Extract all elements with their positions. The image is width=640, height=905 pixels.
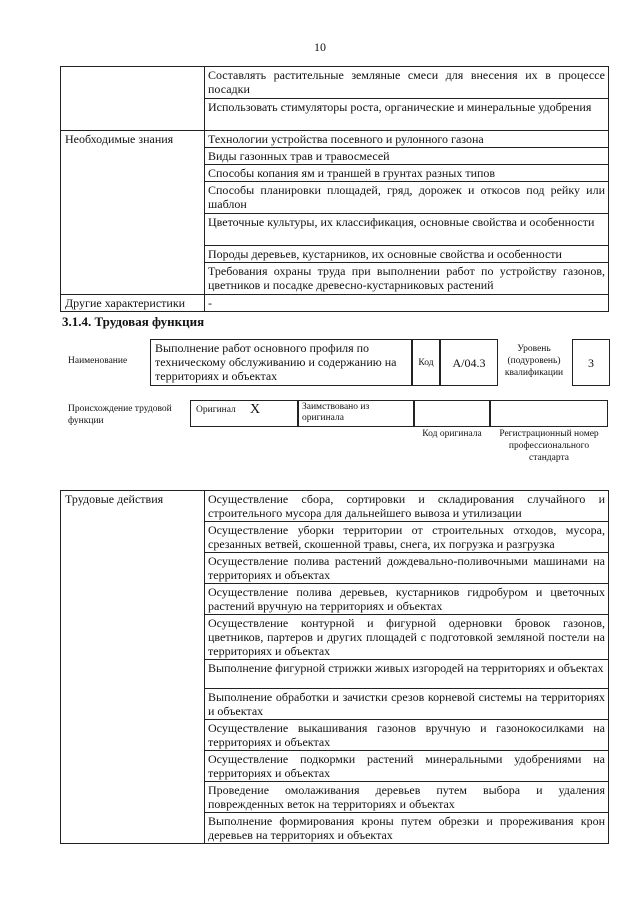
origin-label: Происхождение трудовой функции <box>68 404 172 426</box>
reg-number-cell <box>490 400 608 427</box>
action-item: Осуществление контурной и фигурной одерновки бровок газонов, цветников, партеров и других площадей с подготовкой земляной постели на территориях и объектах <box>205 615 609 660</box>
original-mark: X <box>250 402 261 417</box>
row-label <box>61 67 205 131</box>
row-text: - <box>205 295 609 312</box>
row-label-other: Другие характеристики <box>61 295 205 312</box>
table-row <box>61 491 609 522</box>
action-item: Осуществление подкормки растений минеральными удобрениями на территориях и объектах <box>205 751 609 782</box>
action-item: Выполнение формирования кроны путем обрезки и прореживания крон деревьев на территориях и объектах <box>205 813 609 844</box>
reg-number-caption: Регистрационный номер профессионального стандарта <box>499 429 599 463</box>
name-value: Выполнение работ основного профиля по техническому обслуживанию и содержанию на территориях и объектах <box>150 339 412 386</box>
code-original-caption: Код оригинала <box>422 429 482 439</box>
row-text: Составлять растительные земляные смеси для внесения их в процессе посадки <box>205 67 609 99</box>
level-label: Уровень (подуровень) квалификации <box>504 344 564 378</box>
row-text: Способы копания ям и траншей в грунтах разных типов <box>205 165 609 182</box>
action-item: Осуществление полива растений дождевально-поливочными машинами на территориях и объектах <box>205 553 609 584</box>
actions-label: Трудовые действия <box>61 491 205 844</box>
row-text: Породы деревьев, кустарников, их основные свойства и особенности <box>205 246 609 263</box>
row-text: Виды газонных трав и травосмесей <box>205 148 609 165</box>
table-row <box>61 295 609 312</box>
action-item: Осуществление выкашивания газонов вручную и газонокосилками на территориях и объектах <box>205 720 609 751</box>
level-value: 3 <box>572 339 610 386</box>
row-text: Требования охраны труда при выполнении работ по устройству газонов, цветников и посадке древесно-кустарниковых растений <box>205 263 609 295</box>
row-label-knowledge: Необходимые знания <box>61 131 205 295</box>
row-text: Способы планировки площадей, гряд, дорожек и откосов под рейку или шаблон <box>205 182 609 214</box>
action-item: Выполнение обработки и зачистки срезов корневой системы на территориях и объектах <box>205 689 609 720</box>
original-label: Оригинал <box>196 405 236 415</box>
page-number: 10 <box>314 40 326 54</box>
section-heading: 3.1.4. Трудовая функция <box>62 314 205 329</box>
name-label: Наименование <box>68 356 128 366</box>
action-item: Выполнение фигурной стрижки живых изгородей на территориях и объектах <box>205 660 609 689</box>
action-item: Осуществление полива деревьев, кустарников гидробуром и цветочных растений вручную на территориях и объектах <box>205 584 609 615</box>
row-text: Технологии устройства посевного и рулонного газона <box>205 131 609 148</box>
row-text: Цветочные культуры, их классификация, основные свойства и особенности <box>205 214 609 246</box>
action-item: Осуществление сбора, сортировки и складирования случайного и строительного мусора для дальнейшего вывоза и утилизации <box>205 491 609 522</box>
table-row <box>61 131 609 148</box>
table-row <box>61 67 609 99</box>
actions-table <box>60 490 609 844</box>
borrowed-label: Заимствовано из оригинала <box>302 402 370 423</box>
code-label: Код <box>412 339 440 386</box>
code-value: A/04.3 <box>440 339 498 386</box>
knowledge-table <box>60 66 609 312</box>
action-item: Осуществление уборки территории от строительных отходов, мусора, срезанных ветвей, скошенной травы, снега, их погрузка и разгрузка <box>205 522 609 553</box>
row-text: Использовать стимуляторы роста, органические и минеральные удобрения <box>205 99 609 131</box>
code-original-cell <box>414 400 490 427</box>
action-item: Проведение омолаживания деревьев путем выбора и удаления поврежденных веток на территориях и объектах <box>205 782 609 813</box>
